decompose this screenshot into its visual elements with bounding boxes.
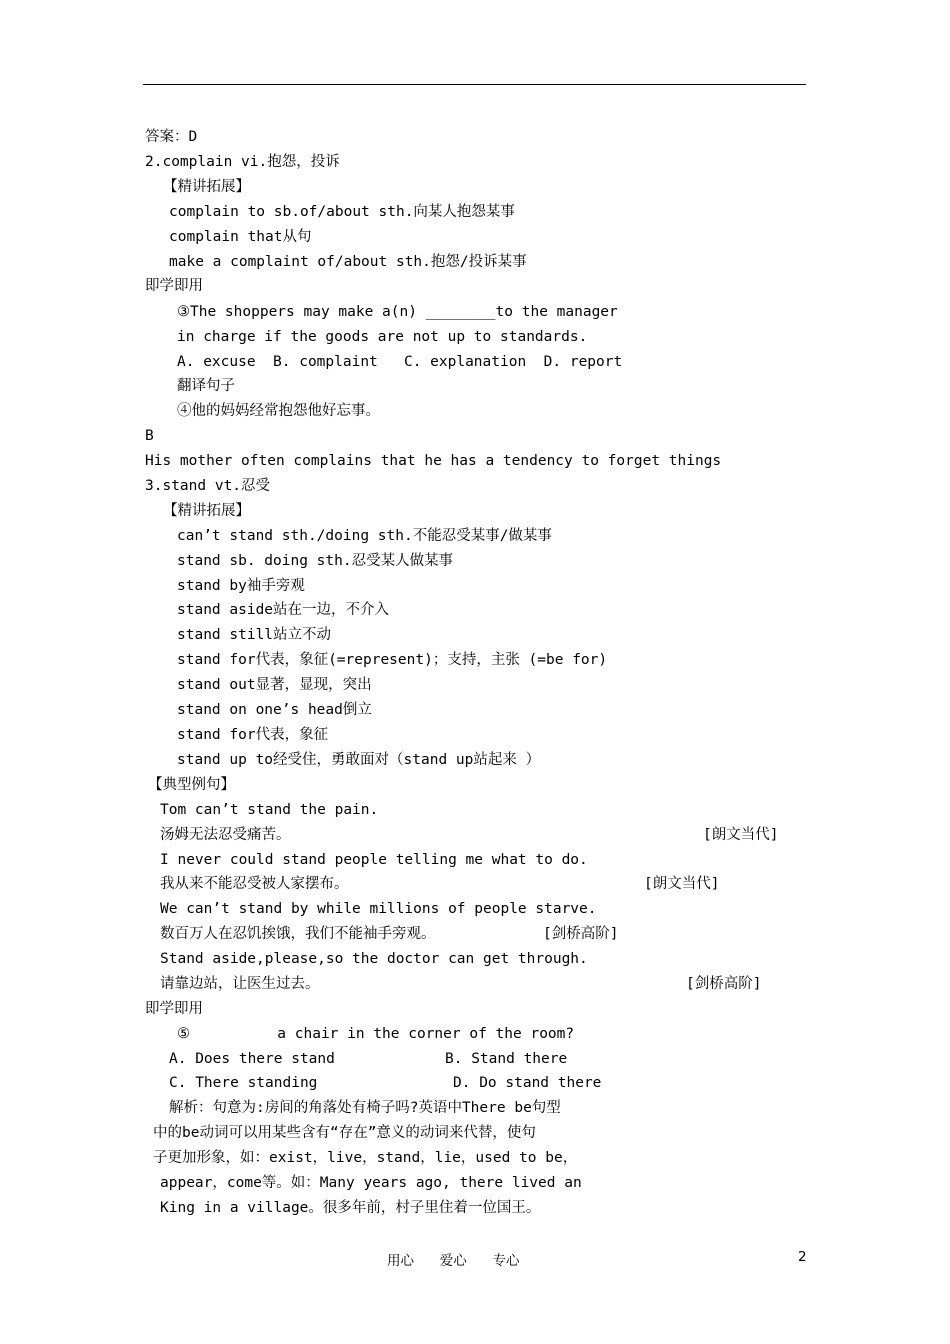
header-rule	[143, 84, 806, 85]
phrase-line: stand for代表，象征(=represent)；支持，主张 (=be for)	[177, 652, 608, 668]
option-d: D. Do stand there	[453, 1075, 602, 1091]
page-number: 2	[798, 1249, 807, 1265]
question-options: A. excuse B. complaint C. explanation D. report	[177, 354, 623, 370]
phrase-line: stand by袖手旁观	[177, 578, 305, 594]
example-en: Stand aside,please,so the doctor can get through.	[160, 951, 588, 967]
phrase-line: stand up to经受住，勇敢面对（stand up站起来 ）	[177, 752, 541, 768]
example-zh: 数百万人在忍饥挨饿，我们不能袖手旁观。	[160, 926, 436, 942]
example-zh: 我从来不能忍受被人家摆布。	[160, 876, 349, 892]
analysis-line: 中的be动词可以用某些含有“存在”意义的动词来代替，使句	[153, 1125, 536, 1141]
phrase-line: stand for代表，象征	[177, 727, 329, 743]
translate-heading: 翻译句子	[177, 378, 235, 394]
answer-choice: B	[145, 428, 154, 444]
phrase-line: stand sb. doing sth.忍受某人做某事	[177, 553, 454, 569]
answer-line: 答案：D	[145, 129, 198, 145]
phrase-line: stand out显著，显现，突出	[177, 677, 372, 693]
example-zh: 汤姆无法忍受痛苦。	[160, 827, 291, 843]
analysis-line: King in a village。很多年前，村子里住着一位国王。	[160, 1200, 541, 1216]
question-line: in charge if the goods are not up to standards.	[177, 329, 588, 345]
example-source: [剑桥高阶]	[686, 976, 762, 992]
phrase-line: stand on one’s head倒立	[177, 702, 372, 718]
practice-heading: 即学即用	[145, 1001, 203, 1017]
example-source: [朗文当代]	[703, 827, 779, 843]
phrase-line: stand aside站在一边，不介入	[177, 602, 390, 618]
question-line: ⑤ a chair in the corner of the room?	[177, 1026, 575, 1042]
example-en: We can’t stand by while millions of people starve.	[160, 901, 597, 917]
phrase-line: complain that从句	[169, 229, 312, 245]
section-heading: 【精讲拓展】	[163, 503, 250, 519]
phrase-line: stand still站立不动	[177, 627, 332, 643]
entry-heading-stand: 3.stand vt.忍受	[145, 478, 271, 494]
question-line: ③The shoppers may make a(n) ________to the manager	[177, 304, 618, 320]
phrase-line: make a complaint of/about sth.抱怨/投诉某事	[169, 254, 527, 270]
example-en: Tom can’t stand the pain.	[160, 802, 379, 818]
translation-answer: His mother often complains that he has a tendency to forget things	[145, 453, 722, 469]
analysis-line: appear，come等。如：Many years ago, there lived an	[160, 1175, 582, 1191]
example-en: I never could stand people telling me what to do.	[160, 852, 588, 868]
option-b: B. Stand there	[445, 1051, 568, 1067]
section-heading: 【精讲拓展】	[163, 179, 250, 195]
footer-motto: 用心 爱心 专心	[387, 1253, 520, 1269]
example-source: [朗文当代]	[644, 876, 720, 892]
analysis-line: 解析：句意为:房间的角落处有椅子吗?英语中There be句型	[169, 1100, 561, 1116]
practice-heading: 即学即用	[145, 278, 203, 294]
option-c: C. There standing	[169, 1075, 318, 1091]
translate-question: ④他的妈妈经常抱怨他好忘事。	[177, 403, 380, 419]
analysis-line: 子更加形象，如：exist，live，stand，lie，used to be，	[153, 1150, 578, 1166]
examples-heading: 【典型例句】	[148, 777, 235, 793]
phrase-line: complain to sb.of/about sth.向某人抱怨某事	[169, 204, 515, 220]
example-source: [剑桥高阶]	[543, 926, 619, 942]
example-zh: 请靠边站，让医生过去。	[160, 976, 320, 992]
entry-heading-complain: 2.complain vi.抱怨，投诉	[145, 154, 340, 170]
phrase-line: can’t stand sth./doing sth.不能忍受某事/做某事	[177, 528, 552, 544]
option-a: A. Does there stand	[169, 1051, 335, 1067]
